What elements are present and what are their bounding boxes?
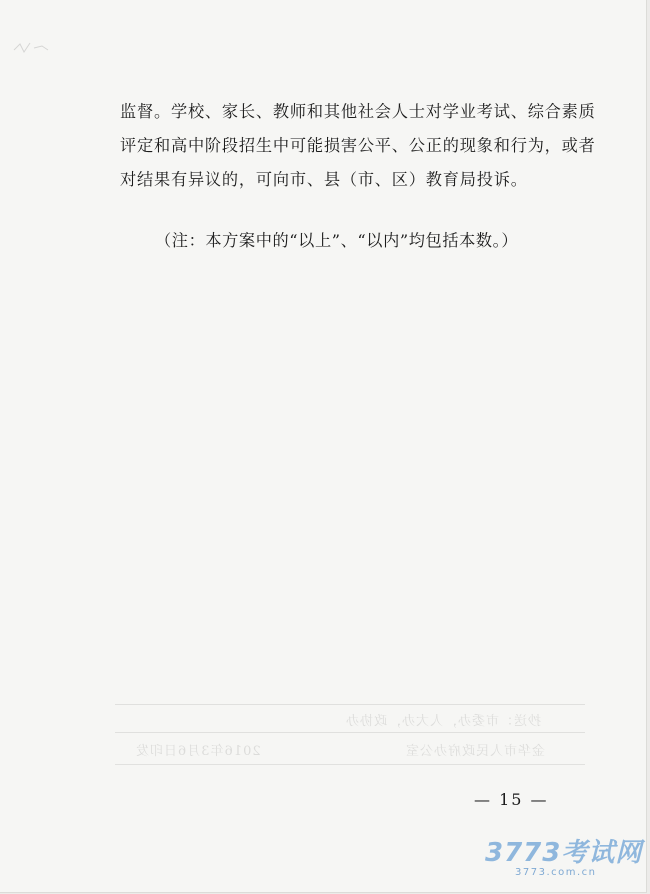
scan-smudge-mark [12, 38, 52, 58]
paragraph-line-2: 评定和高中阶段招生中可能损害公平、公正的现象和行为，或者 [120, 136, 596, 155]
watermark-logo: 3773考试网 [485, 838, 643, 868]
paragraph-line-1: 监督。学校、家长、教师和其他社会人士对学业考试、综合素质 [120, 102, 596, 121]
bleed-rule-top [115, 704, 585, 705]
bleed-text-1: 抄送：市委办，人大办，政协办 [345, 714, 542, 729]
note-text: （注：本方案中的“以上”、“以内”均包括本数。） [155, 231, 519, 250]
page-number: — 15 — [474, 790, 549, 809]
bleed-rule-bottom [115, 764, 585, 765]
bleed-rule-middle [115, 732, 585, 733]
site-watermark [485, 832, 643, 882]
paragraph-line-3: 对结果有异议的，可向市、县（市、区）教育局投诉。 [120, 170, 528, 189]
body-paragraph [120, 95, 596, 197]
bleed-text-3: 金华市人民政府办公室 [405, 744, 546, 759]
watermark-url: 3773.com.cn [515, 867, 597, 878]
bleed-text-2: 2016年3月6日印发 [135, 744, 261, 759]
bleed-through-area [115, 702, 585, 772]
